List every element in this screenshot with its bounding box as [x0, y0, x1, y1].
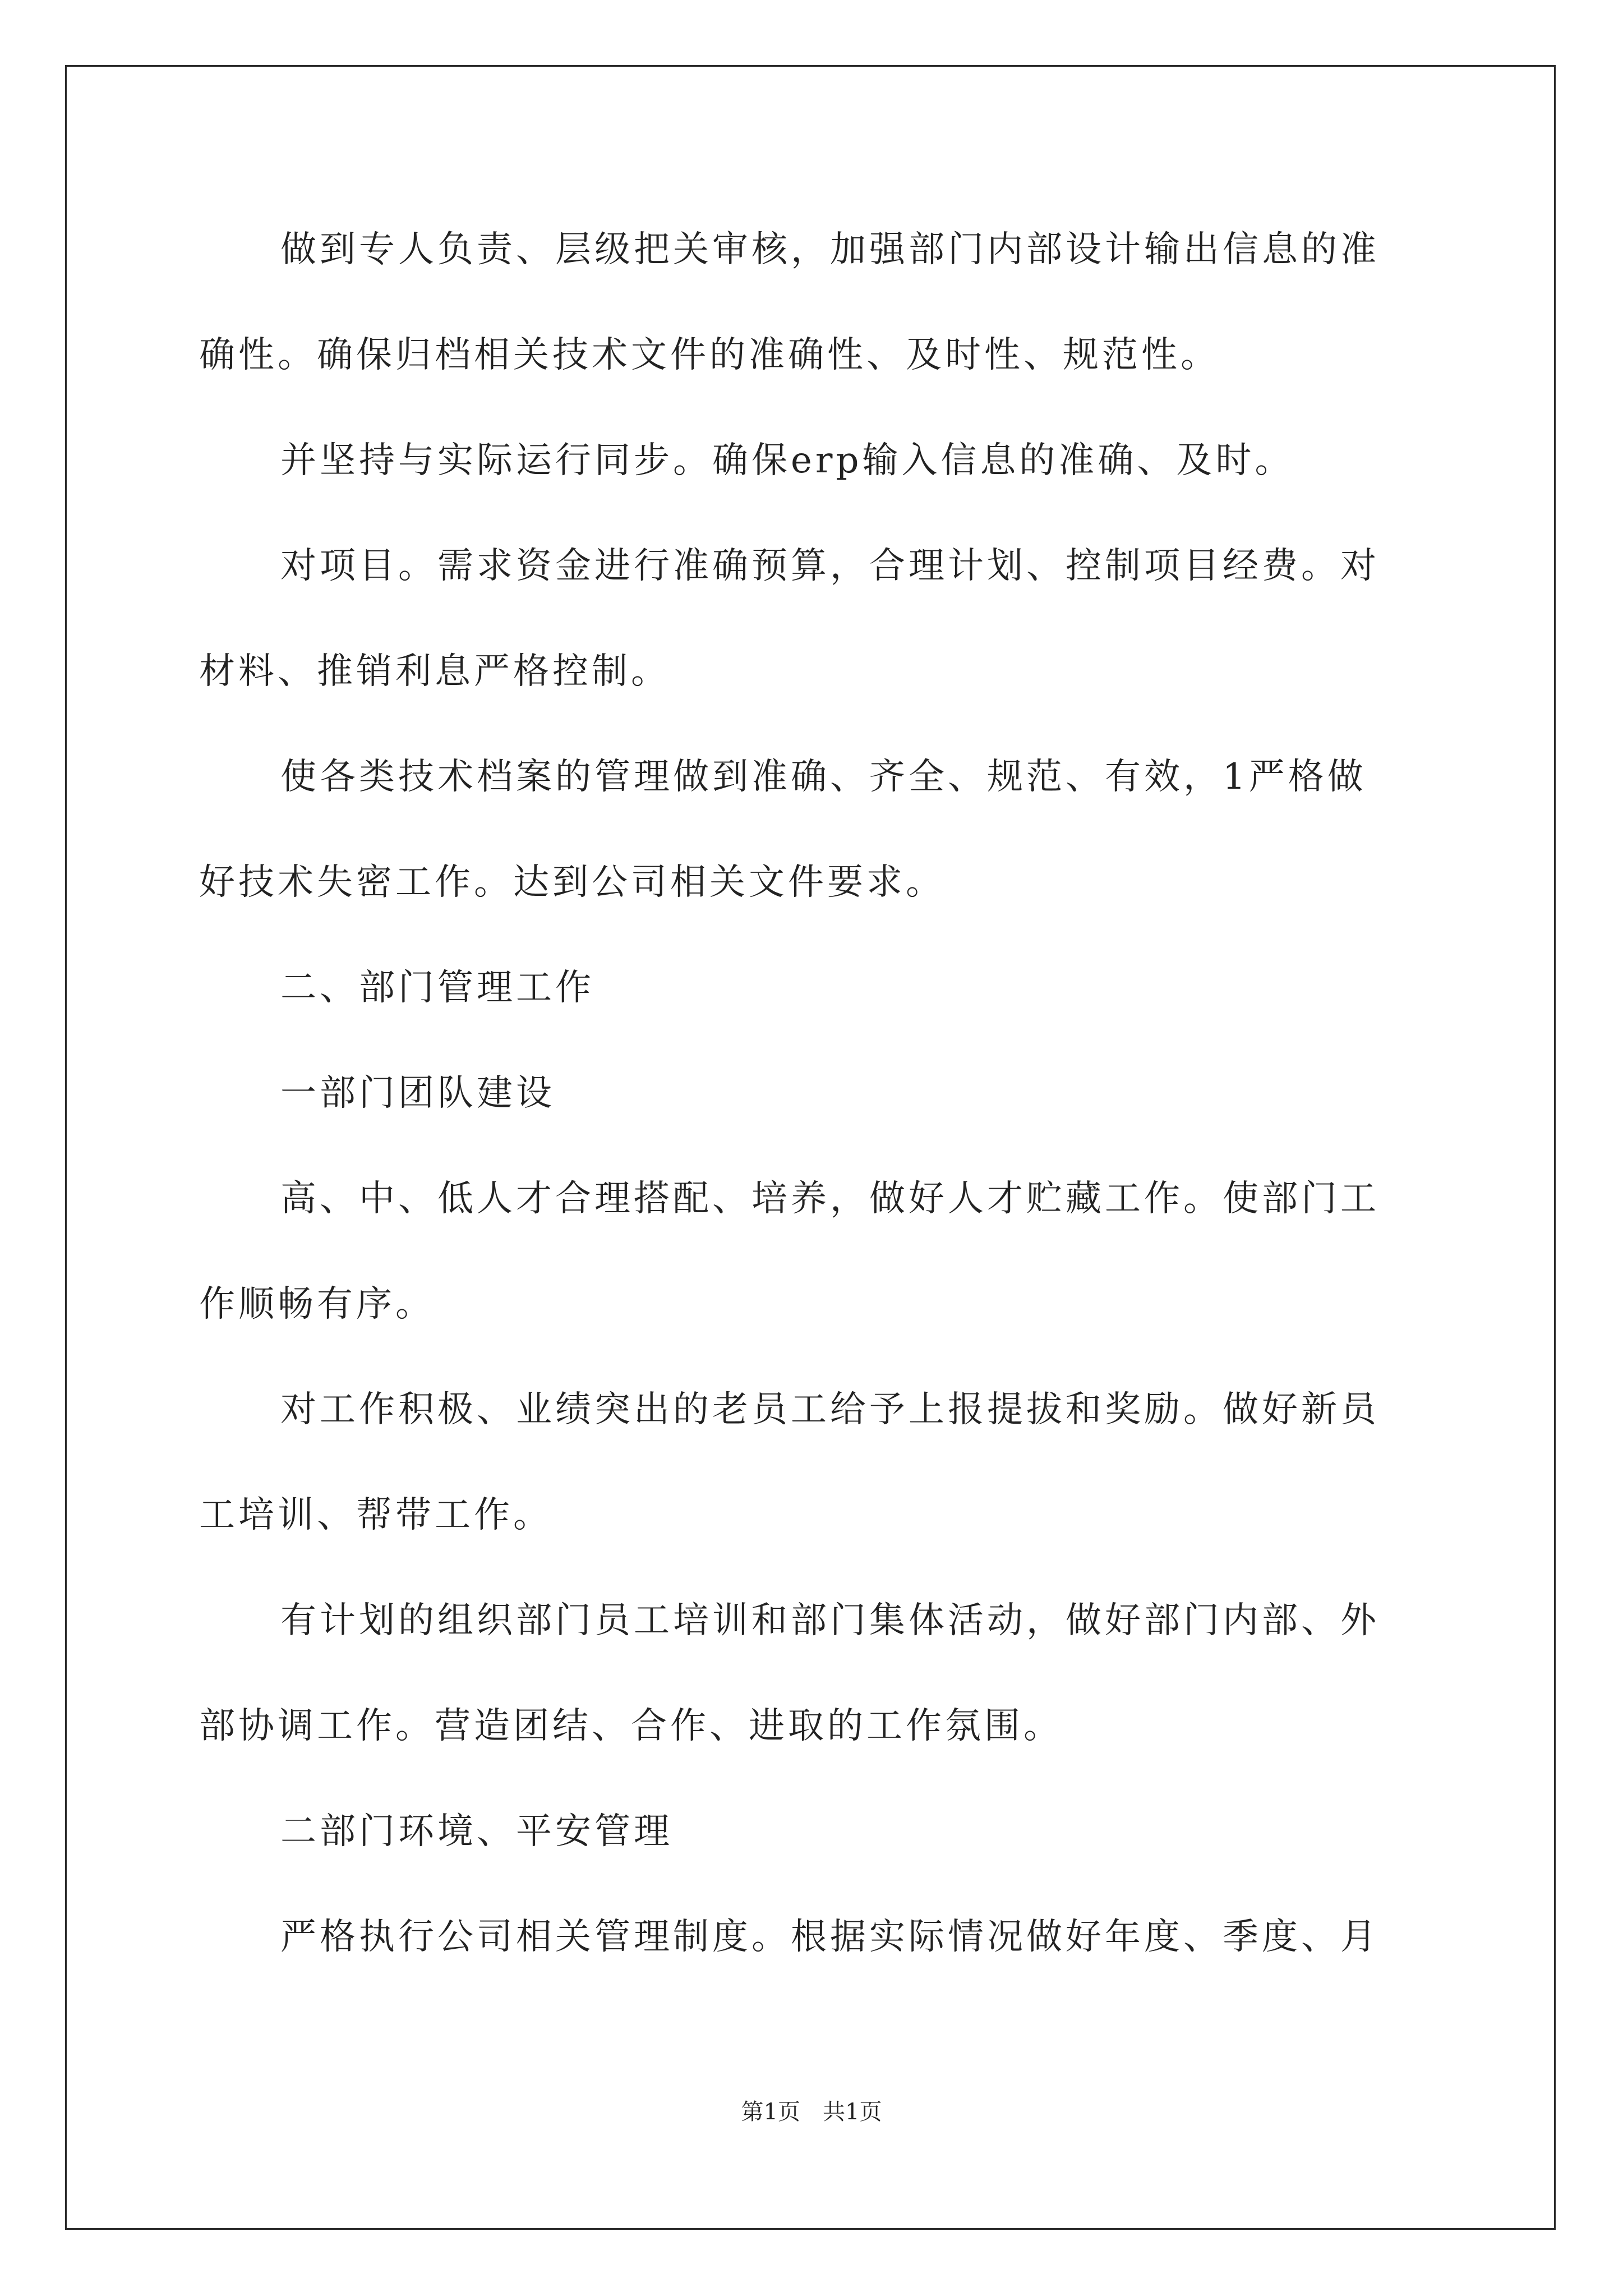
section-heading: 二、部门管理工作 — [280, 967, 594, 1009]
text-line: 对项目。需求资金进行准确预算，合理计划、控制项目经费。对 — [280, 545, 1380, 587]
text-line: 好技术失密工作。达到公司相关文件要求。 — [199, 862, 945, 903]
text-line: 对工作积极、业绩突出的老员工给予上报提拔和奖励。做好新员 — [280, 1389, 1380, 1430]
text-line: 高、中、低人才合理搭配、培养，做好人才贮藏工作。使部门工 — [280, 1178, 1380, 1220]
text-line: 做到专人负责、层级把关审核，加强部门内部设计输出信息的准 — [280, 229, 1380, 270]
text-line: 部协调工作。营造团结、合作、进取的工作氛围。 — [199, 1705, 1063, 1747]
text-line: 材料、推销利息严格控制。 — [199, 651, 670, 692]
text-line: 严格执行公司相关管理制度。根据实际情况做好年度、季度、月 — [280, 1916, 1380, 1958]
subsection-heading: 一部门团队建设 — [280, 1073, 555, 1114]
text-line: 有计划的组织部门员工培训和部门集体活动，做好部门内部、外 — [280, 1600, 1380, 1641]
text-line: 使各类技术档案的管理做到准确、齐全、规范、有效，1严格做 — [280, 756, 1367, 798]
text-line: 确性。确保归档相关技术文件的准确性、及时性、规范性。 — [199, 334, 1220, 376]
page-footer: 第1页 共1页 — [741, 2099, 882, 2125]
text-line: 作顺畅有序。 — [199, 1283, 435, 1325]
subsection-heading: 二部门环境、平安管理 — [280, 1811, 673, 1852]
text-line: 并坚持与实际运行同步。确保erp输入信息的准确、及时。 — [280, 440, 1294, 481]
text-line: 工培训、帮带工作。 — [199, 1494, 552, 1536]
